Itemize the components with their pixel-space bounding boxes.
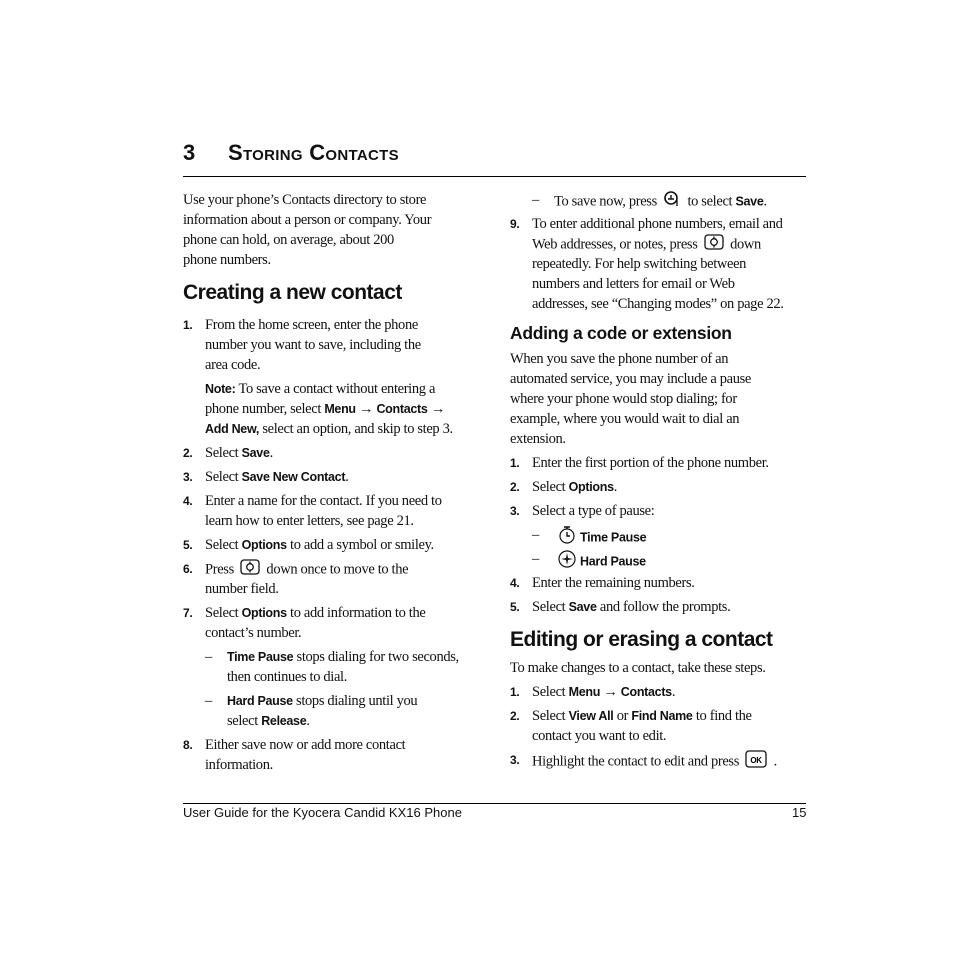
ui-term: Menu bbox=[568, 685, 601, 699]
sub-item bbox=[205, 691, 481, 731]
item-number: 3. bbox=[183, 470, 193, 484]
text-line bbox=[205, 335, 481, 355]
list-item bbox=[183, 315, 481, 375]
text: where your phone would stop dialing; for bbox=[510, 391, 737, 407]
text: down bbox=[726, 236, 761, 253]
ui-term: Time Pause bbox=[580, 530, 647, 545]
text-line bbox=[532, 254, 810, 274]
item-number: 2. bbox=[510, 709, 520, 723]
text: numbers and letters for email or Web bbox=[532, 276, 735, 292]
text: . bbox=[269, 445, 273, 461]
item-number: 9. bbox=[510, 217, 520, 231]
text-line bbox=[532, 750, 810, 770]
text: contact you want to edit. bbox=[532, 728, 667, 744]
text-line bbox=[205, 623, 481, 643]
text: extension. bbox=[510, 431, 566, 447]
text: To enter additional phone numbers, email and bbox=[532, 216, 783, 232]
sub-item bbox=[532, 525, 810, 545]
chapter-title: Storing Contacts bbox=[228, 140, 399, 165]
text: information. bbox=[205, 757, 273, 773]
text: Select bbox=[532, 684, 569, 700]
ui-term: Options bbox=[241, 538, 287, 552]
item-number: 3. bbox=[510, 504, 520, 518]
ui-term: Find Name bbox=[631, 709, 693, 723]
text: Select bbox=[205, 537, 242, 553]
paragraph bbox=[510, 658, 810, 678]
ui-term: Save bbox=[568, 600, 597, 614]
text-line bbox=[510, 409, 810, 429]
text-line bbox=[183, 283, 481, 303]
text: down once to move to the bbox=[263, 561, 409, 578]
text: automated service, you may include a pause bbox=[510, 371, 751, 387]
text: Enter a name for the contact. If you need to bbox=[205, 493, 442, 509]
text: number field. bbox=[205, 581, 279, 597]
text-line bbox=[510, 630, 810, 650]
text: . bbox=[306, 713, 310, 729]
text: example, where you would wait to dial an bbox=[510, 411, 740, 427]
item-number: 2. bbox=[510, 480, 520, 494]
text-line bbox=[532, 274, 810, 294]
text: . bbox=[613, 479, 618, 495]
text-line bbox=[532, 453, 810, 473]
text: or bbox=[613, 708, 632, 724]
list-item bbox=[510, 214, 810, 314]
text-line bbox=[183, 250, 481, 270]
section-heading bbox=[183, 283, 481, 311]
paragraph bbox=[183, 190, 481, 270]
text-line bbox=[205, 559, 481, 579]
ui-term: Note: bbox=[205, 382, 236, 396]
left-column bbox=[183, 190, 481, 775]
text-line bbox=[205, 467, 481, 487]
text-line bbox=[227, 647, 481, 667]
ui-term: Release bbox=[261, 714, 307, 728]
text-line bbox=[205, 419, 481, 439]
text-line bbox=[205, 603, 481, 623]
text: Enter the first portion of the phone number. bbox=[532, 455, 769, 471]
text: phone numbers. bbox=[183, 252, 271, 268]
text: Creating a new contact bbox=[183, 281, 402, 304]
text-line bbox=[554, 190, 810, 210]
text-line bbox=[205, 355, 481, 375]
list-item bbox=[183, 603, 481, 643]
list-item bbox=[510, 750, 810, 770]
text: then continues to dial. bbox=[227, 669, 348, 685]
item-number: 1. bbox=[510, 456, 520, 470]
text: Enter the remaining numbers. bbox=[532, 575, 695, 591]
list-item bbox=[510, 682, 810, 702]
item-number: 1. bbox=[510, 685, 520, 699]
text-line bbox=[205, 535, 481, 555]
ui-term: Contacts bbox=[620, 685, 672, 699]
page-number: 15 bbox=[792, 805, 807, 820]
text-line bbox=[227, 667, 481, 687]
text: → bbox=[355, 401, 377, 417]
dash-bullet: – bbox=[532, 527, 539, 543]
item-number: 2. bbox=[183, 446, 193, 460]
text: select an option, and skip to step 3. bbox=[259, 421, 453, 437]
text: to add a symbol or smiley. bbox=[286, 537, 434, 553]
text: information about a person or company. Your bbox=[183, 212, 432, 228]
text: . bbox=[763, 193, 767, 210]
text-line bbox=[532, 294, 810, 314]
ui-term: Options bbox=[241, 606, 287, 620]
item-number: 8. bbox=[183, 738, 193, 752]
paragraph bbox=[510, 349, 810, 449]
text: . bbox=[671, 684, 676, 700]
sub-item bbox=[205, 647, 481, 687]
text: To save a contact without entering a bbox=[235, 381, 436, 397]
text-line bbox=[532, 501, 810, 521]
text-line bbox=[510, 389, 810, 409]
item-number: 4. bbox=[510, 576, 520, 590]
item-number: 6. bbox=[183, 562, 193, 576]
text: and follow the prompts. bbox=[596, 599, 731, 615]
ui-term: View All bbox=[568, 709, 614, 723]
svg-text:OK: OK bbox=[750, 756, 762, 765]
text: stops dialing for two seconds, bbox=[293, 649, 459, 665]
text: . bbox=[345, 469, 349, 485]
list-item bbox=[183, 559, 481, 599]
text: Select bbox=[532, 708, 569, 724]
text-line bbox=[205, 399, 481, 419]
navigation-key-icon bbox=[704, 234, 724, 256]
item-number: 3. bbox=[510, 753, 520, 767]
text: Web addresses, or notes, press bbox=[532, 236, 701, 253]
ui-term: Hard Pause bbox=[227, 694, 293, 708]
list-item bbox=[510, 501, 810, 521]
text: repeatedly. For help switching between bbox=[532, 256, 747, 272]
text-line bbox=[205, 755, 481, 775]
text-line bbox=[205, 491, 481, 511]
list-item bbox=[183, 443, 481, 463]
text: Adding a code or extension bbox=[510, 323, 732, 343]
ui-term: Menu bbox=[324, 402, 356, 416]
dash-bullet: – bbox=[205, 693, 212, 709]
dash-bullet: – bbox=[532, 551, 539, 567]
chapter-heading bbox=[183, 140, 399, 166]
text: learn how to enter letters, see page 21. bbox=[205, 513, 414, 529]
text-line bbox=[532, 706, 810, 726]
text-line bbox=[183, 190, 481, 210]
footer-rule bbox=[183, 803, 806, 804]
item-number: 5. bbox=[510, 600, 520, 614]
list-item bbox=[183, 467, 481, 487]
text: Select bbox=[205, 469, 242, 485]
text: stops dialing until you bbox=[292, 693, 418, 709]
text: area code. bbox=[205, 357, 261, 373]
text: → bbox=[600, 684, 621, 700]
text-line bbox=[532, 682, 810, 702]
text: Select bbox=[205, 445, 242, 461]
text-line bbox=[510, 369, 810, 389]
footer-title: User Guide for the Kyocera Candid KX16 Phone bbox=[183, 805, 462, 820]
text: Editing or erasing a contact bbox=[510, 628, 773, 651]
ui-term: Contacts bbox=[376, 402, 428, 416]
item-number: 4. bbox=[183, 494, 193, 508]
text: Press bbox=[205, 561, 238, 578]
right-column bbox=[510, 190, 810, 770]
text: Either save now or add more contact bbox=[205, 737, 406, 753]
text: Select a type of pause: bbox=[532, 503, 655, 519]
hard-pause-icon bbox=[557, 549, 577, 575]
text-line bbox=[205, 735, 481, 755]
section-heading bbox=[510, 630, 810, 658]
text-line bbox=[532, 726, 810, 746]
text-line bbox=[532, 234, 810, 254]
text: Use your phone’s Contacts directory to store bbox=[183, 192, 427, 208]
text: When you save the phone number of an bbox=[510, 351, 729, 367]
sub-item bbox=[532, 190, 810, 210]
sub-item bbox=[532, 549, 810, 569]
text: addresses, see “Changing modes” on page 22. bbox=[532, 296, 784, 312]
left-softkey-icon bbox=[663, 190, 681, 214]
text-line bbox=[532, 477, 810, 497]
ui-term: Options bbox=[568, 480, 614, 494]
navigation-key-icon bbox=[240, 559, 260, 581]
section-heading bbox=[510, 323, 810, 349]
text-line bbox=[554, 525, 810, 545]
text-line bbox=[510, 323, 810, 343]
list-item bbox=[510, 706, 810, 746]
text: To make changes to a contact, take these steps. bbox=[510, 660, 766, 676]
text-line bbox=[205, 579, 481, 599]
dash-bullet: – bbox=[532, 192, 539, 208]
text: to add information to the bbox=[286, 605, 426, 621]
text-line bbox=[205, 315, 481, 335]
text-line bbox=[227, 691, 481, 711]
text-line bbox=[532, 573, 810, 593]
list-item bbox=[510, 453, 810, 473]
text: Select bbox=[532, 599, 569, 615]
ui-term: Save bbox=[241, 446, 270, 460]
list-item bbox=[183, 535, 481, 555]
text-line bbox=[510, 658, 810, 678]
ui-term: Time Pause bbox=[227, 650, 294, 664]
ui-term: Save New Contact bbox=[241, 470, 346, 484]
list-item bbox=[510, 573, 810, 593]
text-line bbox=[532, 214, 810, 234]
text-line bbox=[510, 349, 810, 369]
list-item bbox=[183, 735, 481, 775]
text-line bbox=[205, 511, 481, 531]
dash-bullet: – bbox=[205, 649, 212, 665]
text: to find the bbox=[692, 708, 752, 724]
text: phone can hold, on average, about 200 bbox=[183, 232, 394, 248]
text: From the home screen, enter the phone bbox=[205, 317, 418, 333]
text-line bbox=[205, 379, 481, 399]
text: Highlight the contact to edit and press bbox=[532, 753, 743, 770]
item-number: 1. bbox=[183, 318, 193, 332]
stopwatch-icon bbox=[557, 525, 577, 551]
text: Select bbox=[205, 605, 242, 621]
text-line bbox=[183, 230, 481, 250]
text-line bbox=[227, 711, 481, 731]
header-rule bbox=[183, 176, 806, 177]
list-item bbox=[510, 597, 810, 617]
text: to select bbox=[684, 193, 736, 210]
item-number: 7. bbox=[183, 606, 193, 620]
ui-term: Save bbox=[735, 194, 764, 209]
text-line bbox=[183, 210, 481, 230]
item-number: 5. bbox=[183, 538, 193, 552]
ok-key-icon bbox=[745, 750, 767, 774]
chapter-number: 3 bbox=[183, 140, 196, 165]
list-item bbox=[183, 491, 481, 531]
text: contact’s number. bbox=[205, 625, 302, 641]
ui-term: Add New, bbox=[205, 422, 260, 436]
text-line bbox=[205, 443, 481, 463]
text: → bbox=[427, 401, 445, 417]
text-line bbox=[510, 429, 810, 449]
text: phone number, select bbox=[205, 401, 325, 417]
list-item bbox=[510, 477, 810, 497]
text: select bbox=[227, 713, 262, 729]
text-line bbox=[554, 549, 810, 569]
text: To save now, press bbox=[554, 193, 661, 210]
ui-term: Hard Pause bbox=[580, 554, 646, 569]
text: . bbox=[770, 753, 777, 770]
text-line bbox=[532, 597, 810, 617]
note bbox=[183, 379, 481, 439]
text: Select bbox=[532, 479, 569, 495]
text: number you want to save, including the bbox=[205, 337, 421, 353]
